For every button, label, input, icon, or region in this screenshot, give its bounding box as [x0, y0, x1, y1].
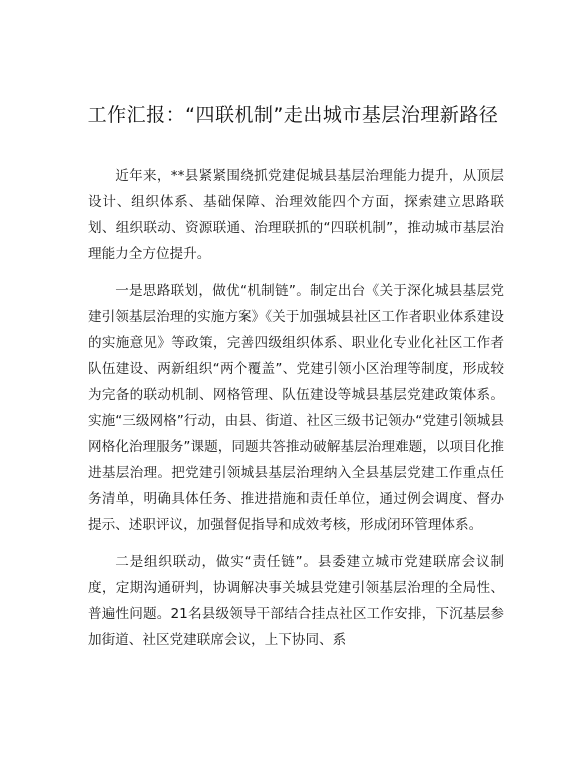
paragraph-section-two: 二是组织联动，做实“责任链”。县委建立城市党建联席会议制度，定期沟通研判，协调解决事关城县党建引领基层治理的全局性、普遍性问题。21名县级领导干部结合挂点社区工作安排，下沉基层参加街道、社区党建联席会议，上下协同、系: [88, 554, 504, 648]
paragraph-intro: 近年来，**县紧紧围绕抓党建促城县基层治理能力提升，从顶层设计、组织体系、基础保障、治理效能四个方面，探索建立思路联划、组织联动、资源联通、治理联抓的“四联机制”，推动城市基层治理能力全方位提升。: [88, 168, 504, 262]
paragraph-section-one: 一是思路联划，做优“机制链”。制定出台《关于深化城县基层党建引领基层治理的实施方案》《关于加强城县社区工作者职业体系建设的实施意见》等政策，完善四级组织体系、职业化专业化社区工作者队伍建设、两新组织“两个覆盖”、党建引领小区治理等制度，形成较为完备的联动机制、网格管理、队伍建设等城县基层党建政策体系。实施“三级网格”行动，由县、街道、社区三级书记领办“党建引领城县网格化治理服务”课题，同题共答推动破解基层治理难题，以项目化推进基层治理。把党建引领城县基层治理纳入全县基层党建工作重点任务清单，明确具体任务、推进措施和责任单位，通过例会调度、督办提示、述职评议，加强督促指导和成效考核，形成闭环管理体系。: [88, 283, 504, 533]
document-title: 工作汇报：“四联机制”走出城市基层治理新路径: [87, 104, 499, 126]
document-body: [88, 163, 504, 664]
